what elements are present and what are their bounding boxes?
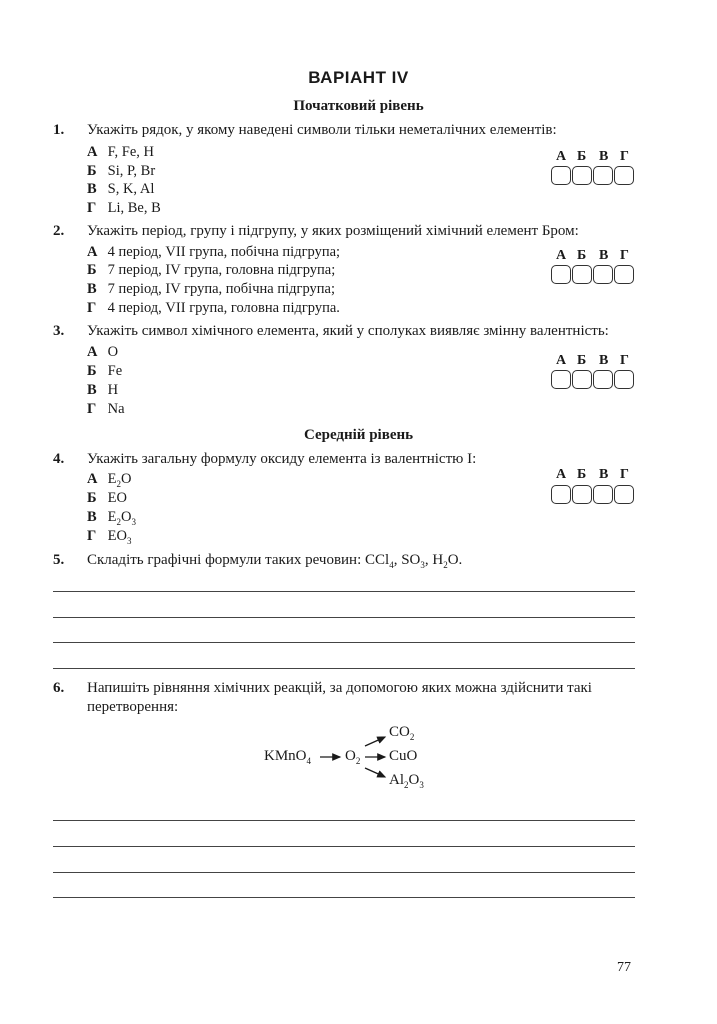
option-text: Na	[107, 401, 125, 417]
question-number-6: 6.	[53, 680, 65, 696]
option-letter: А	[87, 344, 98, 360]
reaction-arrows	[0, 720, 717, 795]
answer-box-d[interactable]	[614, 370, 634, 389]
product-cuo: CuO	[389, 748, 418, 764]
answer-letter: Б	[577, 149, 587, 164]
question-text-5: Складіть графічні формули таких речовин: CCl$_4$, $SO_3$, $H_2O$.	[87, 552, 463, 570]
option-letter: Б	[87, 163, 97, 179]
level-heading-middle: Середній рівень	[303, 427, 414, 443]
answer-box-c[interactable]	[593, 370, 613, 389]
answer-letter: Г	[620, 248, 629, 263]
answer-boxes-2	[551, 265, 634, 284]
answer-box-a[interactable]	[551, 166, 571, 185]
question-number-2: 2.	[53, 223, 65, 239]
product-al2o3: $Al_2O_3$	[389, 772, 424, 790]
answer-box-a[interactable]	[551, 485, 571, 504]
answer-box-d[interactable]	[614, 485, 634, 504]
answer-line[interactable]	[53, 668, 635, 669]
option-text: 7 період, IV група, побічна підгрупа;	[107, 281, 335, 297]
q3-option-b	[87, 363, 122, 380]
answer-letter: В	[599, 248, 609, 263]
answer-boxes-1	[551, 166, 634, 185]
answer-letter: В	[599, 353, 609, 368]
option-text: O	[107, 344, 119, 360]
answer-letters-2	[553, 248, 637, 266]
arrow-up-right-icon	[365, 737, 385, 746]
answer-box-d[interactable]	[614, 166, 634, 185]
answer-letter: А	[556, 353, 567, 368]
answer-box-c[interactable]	[593, 166, 613, 185]
intermediate-o2: $O_2$	[345, 748, 361, 766]
answer-boxes-3	[551, 370, 634, 389]
question-number-4: 4.	[53, 451, 65, 467]
answer-box-b[interactable]	[572, 485, 592, 504]
answer-letter: Б	[577, 248, 587, 263]
arrow-down-right-icon	[365, 768, 385, 777]
question-number-1: 1.	[53, 122, 65, 138]
option-formula: EO	[107, 490, 127, 506]
q2-option-b	[87, 262, 335, 279]
answer-line[interactable]	[53, 642, 635, 643]
q3-option-c	[87, 382, 118, 399]
option-text: 4 період, VII група, головна підгрупа.	[107, 300, 340, 316]
answer-letters-1	[553, 149, 637, 167]
q1-option-b	[87, 163, 155, 180]
answer-box-a[interactable]	[551, 370, 571, 389]
answer-box-d[interactable]	[614, 265, 634, 284]
answer-letter: В	[599, 149, 609, 164]
reactant-kmno4: KMnO$_4$	[264, 748, 312, 766]
option-letter: Г	[87, 200, 97, 216]
level-heading-initial: Початковий рівень	[293, 98, 424, 114]
answer-line[interactable]	[53, 872, 635, 873]
q1-option-a	[87, 144, 154, 161]
q2-option-c	[87, 281, 335, 298]
answer-letter: А	[556, 467, 567, 482]
option-text: Si, P, Br	[107, 163, 156, 179]
q4-option-d	[87, 528, 131, 546]
answer-boxes-4	[551, 485, 634, 504]
answer-line[interactable]	[53, 617, 635, 618]
q1-option-d	[87, 200, 161, 217]
question-text-4: Укажіть загальну формулу оксиду елемента із валентністю I:	[87, 451, 477, 467]
answer-box-c[interactable]	[593, 485, 613, 504]
product-co2: $CO_2$	[389, 724, 415, 742]
question-text-3: Укажіть символ хімічного елемента, який у сполуках виявляє змінну валентність:	[87, 323, 609, 339]
option-letter: Г	[87, 300, 97, 316]
q1-option-c	[87, 181, 154, 198]
answer-box-b[interactable]	[572, 166, 592, 185]
answer-line[interactable]	[53, 897, 635, 898]
question-text-6-line2: перетворення:	[87, 699, 179, 715]
q3-option-d	[87, 401, 125, 418]
question-number-3: 3.	[53, 323, 65, 339]
answer-letter: А	[556, 248, 567, 263]
option-letter: Б	[87, 363, 97, 379]
q2-option-d	[87, 300, 340, 317]
option-text: Fe	[107, 363, 123, 379]
option-letter: В	[87, 281, 97, 297]
option-letter: А	[87, 244, 98, 260]
answer-line[interactable]	[53, 591, 635, 592]
answer-letter: Г	[620, 467, 629, 482]
option-letter: Г	[87, 401, 97, 417]
option-text: Li, Be, B	[107, 200, 161, 216]
option-letter: В	[87, 382, 97, 398]
option-text: S, K, Al	[107, 181, 155, 197]
answer-box-b[interactable]	[572, 370, 592, 389]
q4-option-b	[87, 490, 127, 507]
option-formula: $E_2O$	[107, 471, 132, 489]
option-text: H	[107, 382, 119, 398]
option-letter: В	[87, 509, 97, 525]
answer-letter: Б	[577, 467, 587, 482]
option-letter: Г	[87, 528, 97, 544]
option-text: F, Fe, H	[107, 144, 154, 160]
answer-line[interactable]	[53, 846, 635, 847]
option-formula: $EO_3$	[107, 528, 132, 546]
answer-box-b[interactable]	[572, 265, 592, 284]
reaction-scheme	[0, 720, 717, 795]
option-letter: Б	[87, 262, 97, 278]
answer-letter: Г	[620, 149, 629, 164]
question-text-1: Укажіть рядок, у якому наведені символи тільки неметалічних елементів:	[87, 122, 557, 138]
q4-option-a	[87, 471, 131, 489]
page-title: ВАРІАНТ IV	[308, 68, 409, 87]
question-number-5: 5.	[53, 552, 65, 568]
option-formula: $E_2O_3$	[107, 509, 136, 527]
option-letter: А	[87, 144, 98, 160]
answer-box-c[interactable]	[593, 265, 613, 284]
question-text-prefix: Складіть графічні формули таких речовин: CCl	[87, 552, 390, 568]
answer-letter: Г	[620, 353, 629, 368]
answer-letters-4	[553, 467, 637, 485]
answer-letter: В	[599, 467, 609, 482]
option-text: 7 період, IV група, головна підгрупа;	[107, 262, 336, 278]
question-text-2: Укажіть період, групу і підгрупу, у яких розміщений хімічний елемент Бром:	[87, 223, 579, 239]
answer-letter: Б	[577, 353, 587, 368]
option-letter: Б	[87, 490, 97, 506]
answer-letters-3	[553, 353, 637, 371]
q2-option-a	[87, 244, 340, 261]
option-letter: В	[87, 181, 97, 197]
answer-box-a[interactable]	[551, 265, 571, 284]
q4-option-c	[87, 509, 136, 527]
page-number: 77	[617, 960, 631, 975]
answer-letter: А	[556, 149, 567, 164]
q3-option-a	[87, 344, 118, 361]
answer-line[interactable]	[53, 820, 635, 821]
option-letter: А	[87, 471, 98, 487]
option-text: 4 період, VII група, побічна підгрупа;	[107, 244, 341, 260]
question-text-6-line1: Напишіть рівняння хімічних реакцій, за допомогою яких можна здійснити такі	[87, 680, 592, 696]
